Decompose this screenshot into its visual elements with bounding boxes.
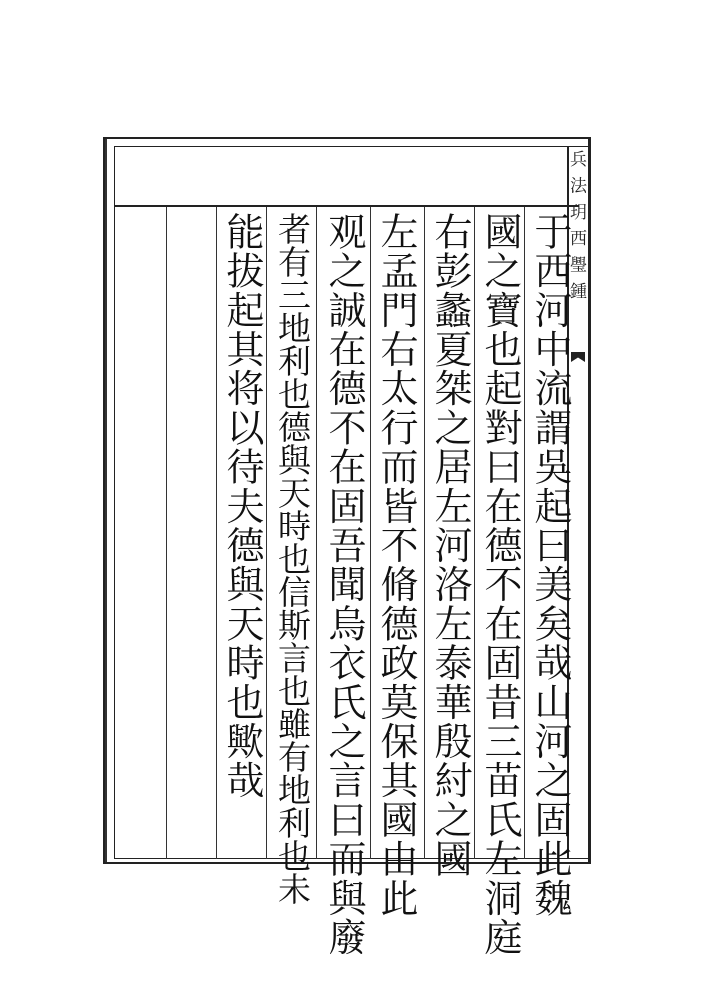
column-rule bbox=[474, 207, 475, 859]
margin-title: 兵 法 玥 西 璺 鍾 bbox=[566, 150, 586, 302]
column-rule bbox=[216, 207, 217, 859]
text-column-6: 者有三地利也德與天時也信斯言也雖有地利也未 bbox=[273, 212, 312, 905]
text-column-7: 能拔起其将以待夫德與天時也歟哉 bbox=[220, 212, 264, 800]
text-column-3: 右彭蠡夏桀之居左河洛左泰華殷紂之國 bbox=[428, 212, 472, 879]
column-rule bbox=[266, 207, 267, 859]
text-column-5: 观之誠在德不在固吾聞烏衣氏之言曰而與廢 bbox=[322, 212, 366, 957]
column-rule bbox=[316, 207, 317, 859]
head-band-rule bbox=[114, 205, 579, 207]
text-column-2: 國之寶也起對曰在德不在固昔三苗氏左洞庭 bbox=[478, 212, 522, 957]
text-column-4: 左孟門右太行而皆不脩德政莫保其國由此 bbox=[374, 212, 418, 918]
column-rule bbox=[524, 207, 525, 859]
column-rule bbox=[424, 207, 425, 859]
column-rule bbox=[166, 207, 167, 859]
text-column-1: 于西河中流謂吳起曰美矣哉山河之固此魏 bbox=[528, 212, 572, 918]
column-rule bbox=[370, 207, 371, 859]
